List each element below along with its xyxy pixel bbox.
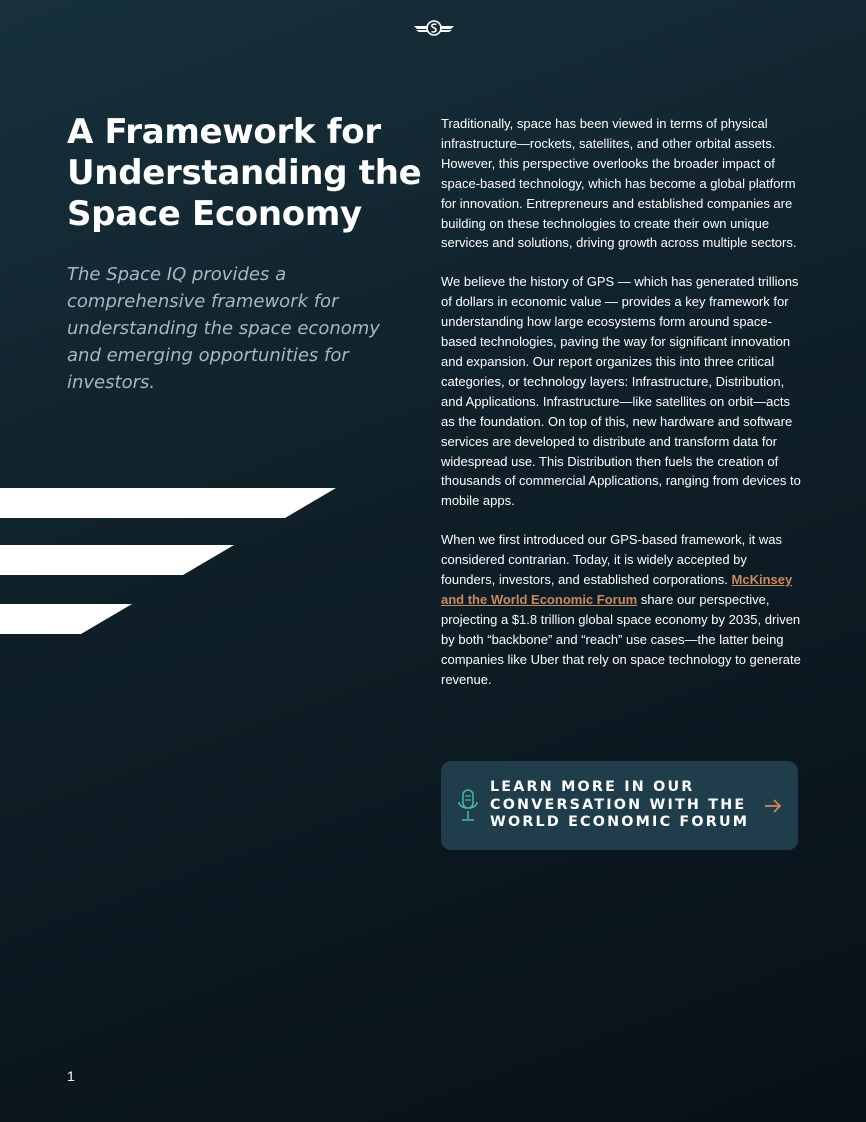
decorative-stripes — [0, 485, 340, 635]
mckinsey-wef-link[interactable]: McKinsey and the World Economic Forum — [441, 572, 793, 607]
winged-emblem-icon — [414, 17, 454, 39]
cta-line-2: CONVERSATION WITH THE — [490, 796, 747, 813]
paragraph-3 — [441, 530, 803, 689]
microphone-icon — [457, 788, 479, 824]
page-title-line-2: Understanding the — [67, 153, 422, 193]
page-title-line-1: A Framework for — [67, 112, 381, 152]
stripe-3 — [0, 604, 132, 634]
paragraph-3-start: When we first introduced our GPS-based framework, it was considered contrarian. Today, it is widely accepted by founders, investors, and established corporations. — [441, 532, 783, 588]
page-number: 1 — [67, 1068, 75, 1084]
stripe-2 — [0, 545, 234, 575]
paragraph-1: Traditionally, space has been viewed in terms of physical infrastructure—rockets, satellites, and other orbital assets. However, this perspective overlooks the broader impact of space-based technology, which has become a global platform for innovation. Entrepreneurs and established companies are building on these technologies to create their own unique services and solutions, driving growth across multiple sectors. — [441, 116, 797, 251]
paragraph-2: We believe the history of GPS — which has generated trillions of dollars in economic value — provides a key framework for understanding how large ecosystems form around space-based technologies, paving the way for significant innovation and expansion. Our report organizes this into three critical categories, or technology layers: Infrastructure, Distribution, and Applications. Infrastructure—like satellites on orbit—acts as the foundation. On top of this, new hardware and software services are developed to distribute and transform data for widespread use. This Distribution then fuels the creation of thousands of commercial Applications, ranging from devices to mobile apps. — [441, 274, 801, 509]
page-title — [67, 112, 427, 235]
cta-label — [490, 779, 764, 832]
subtitle: The Space IQ provides a comprehensive framework for understanding the space economy and emerging opportunities for investors. — [67, 264, 380, 393]
learn-more-cta-button[interactable] — [441, 761, 798, 850]
body-text — [441, 114, 803, 708]
cta-line-3: WORLD ECONOMIC FORUM — [490, 814, 750, 831]
stripe-1 — [0, 488, 336, 518]
arrow-right-icon — [764, 799, 782, 813]
paragraph-3-end: share our perspective, projecting a $1.8 trillion global space economy by 2035, driven by both “backbone” and “reach” use cases—the latter being companies like Uber that rely on space technology to generate revenue. — [441, 591, 801, 687]
cta-line-1: LEARN MORE IN OUR — [490, 779, 695, 796]
page-title-line-3: Space Economy — [67, 194, 362, 234]
